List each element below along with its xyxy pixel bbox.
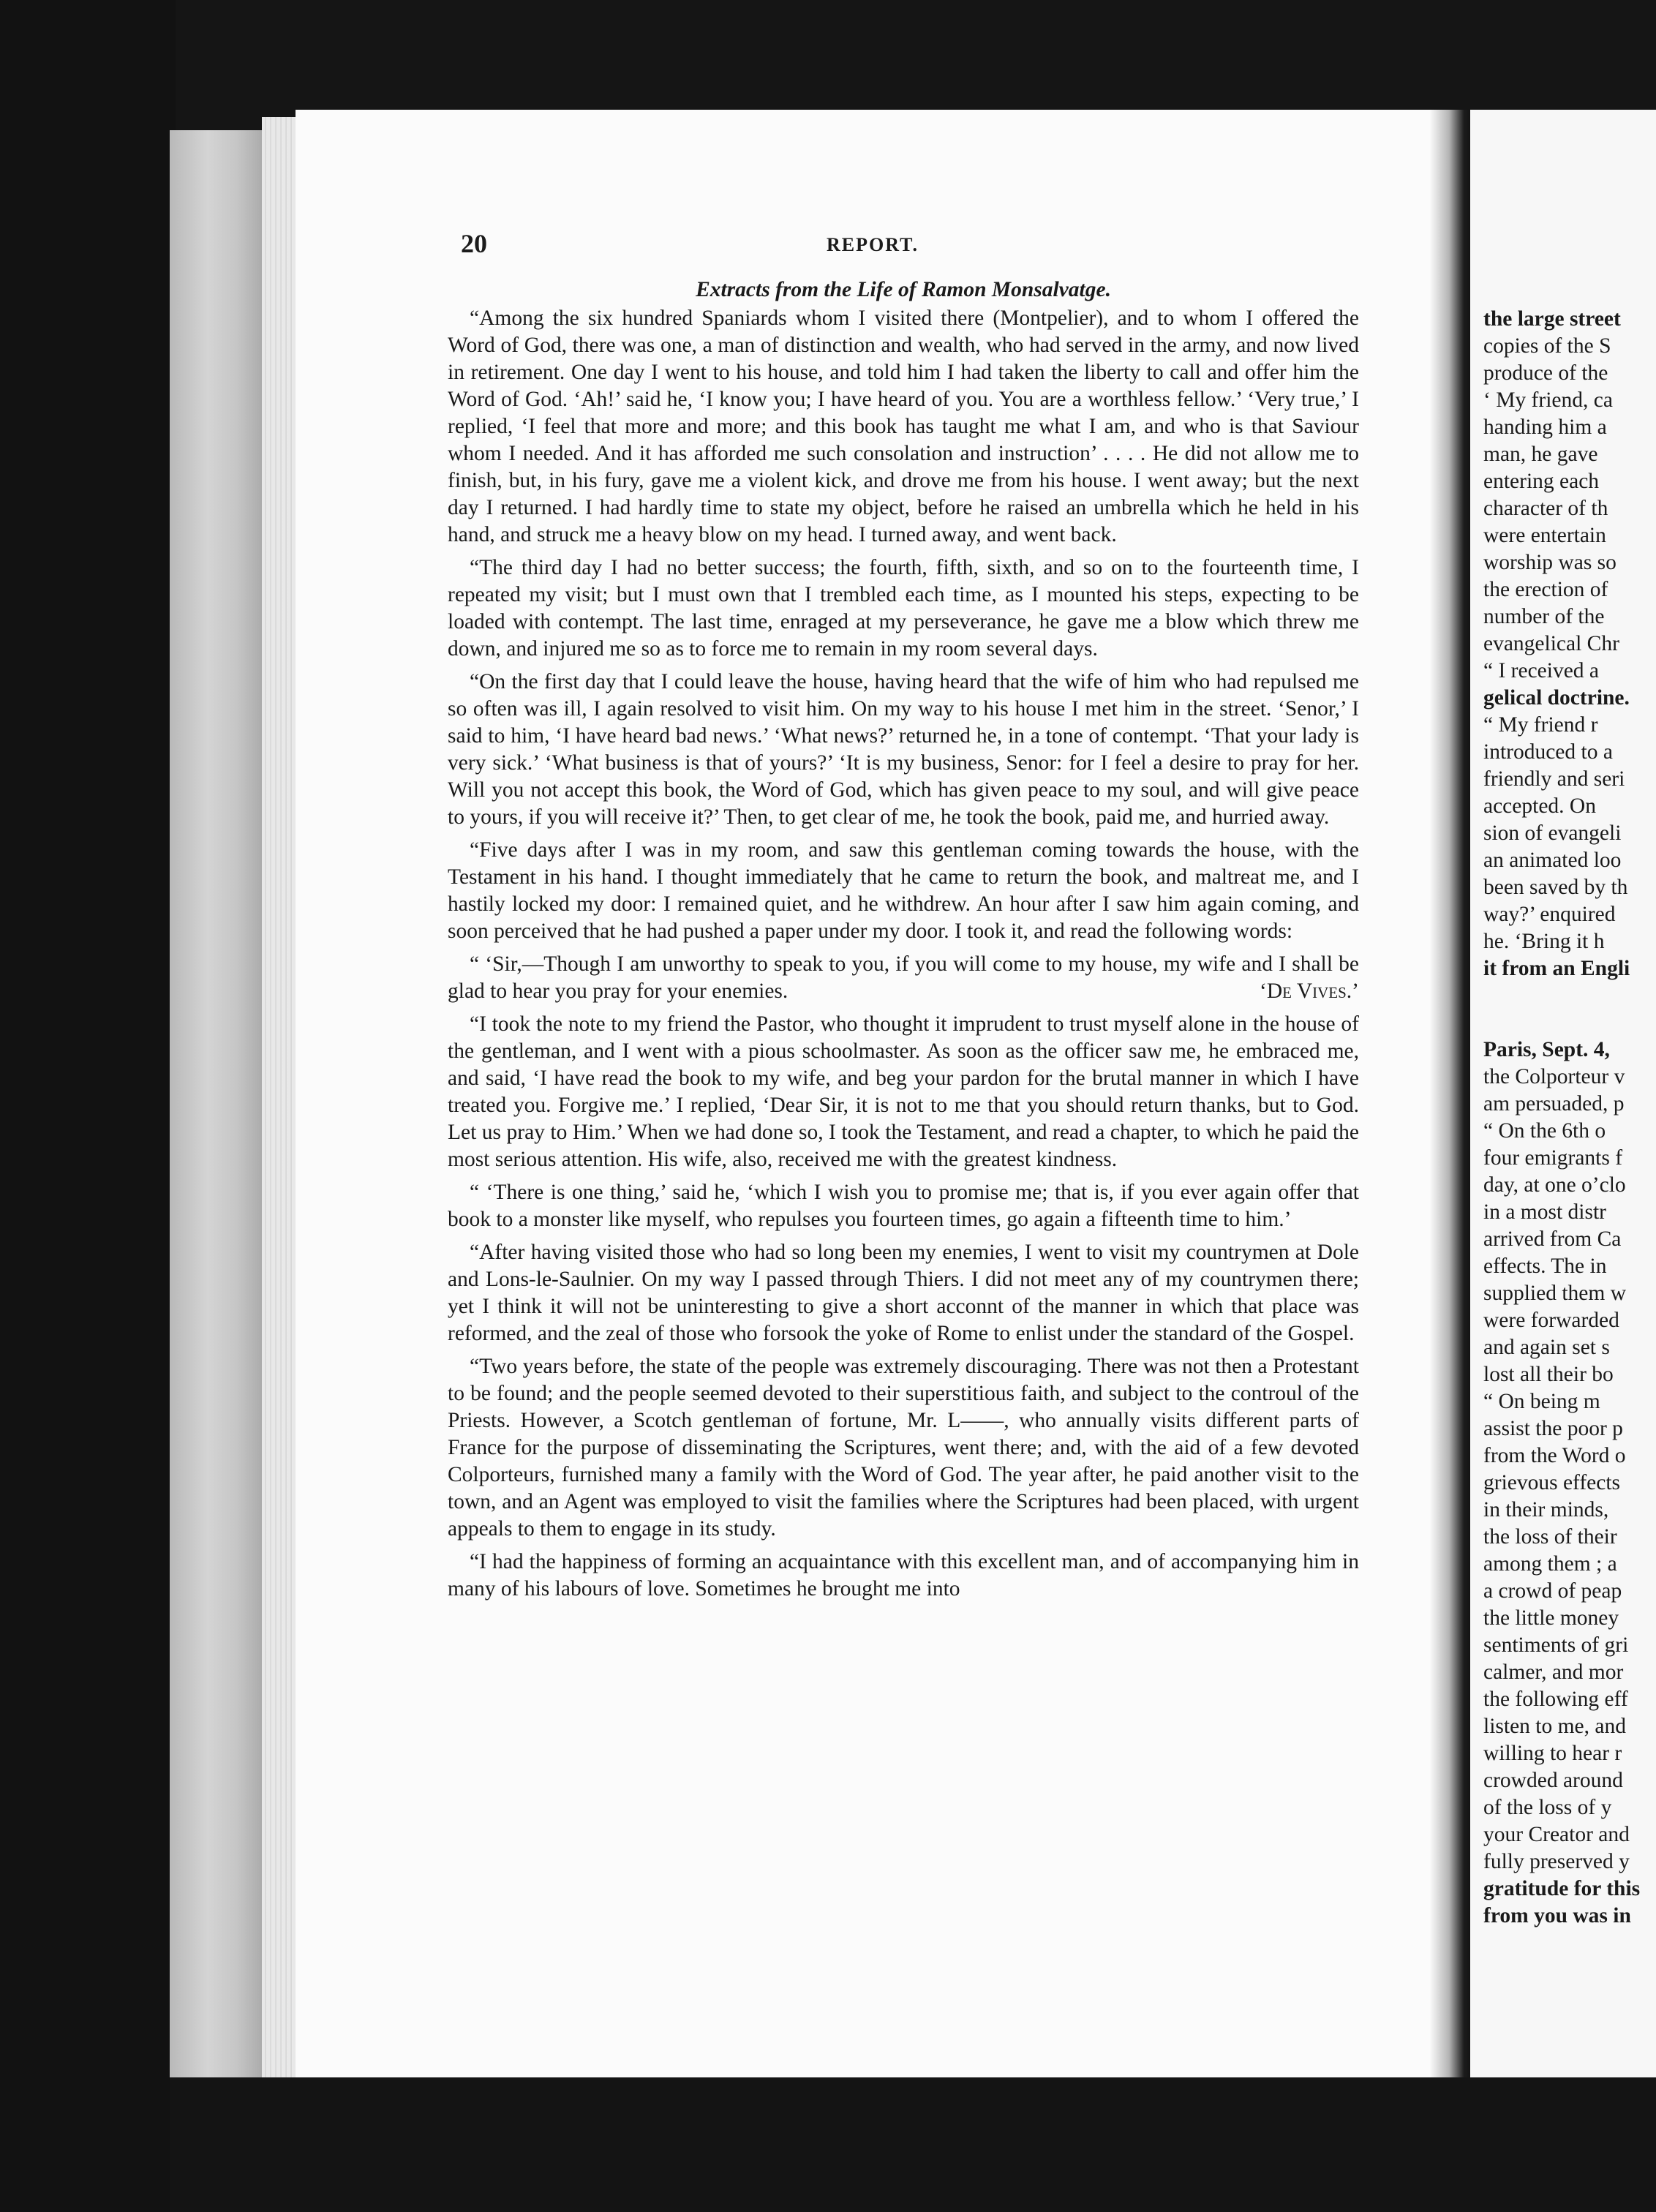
left-page-text: [448, 276, 1359, 1603]
paragraph: “I took the note to my friend the Pastor, who thought it imprudent to trust myself alone in the house of the gentleman, and I went with a pious schoolmaster. As soon as the officer saw me, he embraced me, and said, ‘I have read the book to my wife, and beg your pardon for the brutal manner in which I have treated you. Forgive me.’ I replied, ‘Dear Sir, it is not to me that you should return thanks, but to God. Let us pray to Him.’ When we had done so, I took the Testament, and read a chapter, to which he paid the most serious attention. His wife, also, received me with the greatest kindness.: [448, 1012, 1359, 1171]
right-page-line: man, he gave: [1483, 443, 1598, 466]
right-page-line: and again set s: [1483, 1336, 1610, 1359]
right-page-line: introduced to a: [1483, 740, 1613, 764]
right-page-line: sion of evangeli: [1483, 821, 1622, 845]
scan-background: [0, 0, 176, 2212]
page-edges: [262, 117, 298, 2077]
right-page-line: the erection of: [1483, 578, 1608, 601]
note-text: “ ‘Sir,—Though I am unworthy to speak to you, if you will come to my house, my wife and I shall be glad to hear you pray for your enemies.: [448, 952, 1359, 1003]
running-head: REPORT.: [827, 234, 919, 255]
right-page-line: day, at one o’clo: [1483, 1173, 1626, 1197]
right-page-line: “ My friend r: [1483, 713, 1598, 737]
right-page-text: [1483, 306, 1656, 1930]
paragraph: “ ‘There is one thing,’ said he, ‘which I wish you to promise me; that is, if you ever again offer that book to a monster like myself, who repulses you fourteen times, go again a fifteenth time to him.’: [448, 1181, 1359, 1231]
paragraph: “The third day I had no better success; the fourth, fifth, sixth, and so on to the fourteenth time, I repeated my visit; but I must own that I trembled each time, as I mounted his steps, expecting to be loaded with contempt. The last time, enraged at my perseverance, he gave me a blow which threw me down, and injured me so as to force me to remain in my room several days.: [448, 556, 1359, 661]
right-page-line: grievous effects: [1483, 1471, 1621, 1494]
paragraph: “Two years before, the state of the people was extremely discouraging. There was not then a Protestant to be found; and the people seemed devoted to their superstitious faith, and subject to the controul of the Priests. However, a Scotch gentleman of fortune, Mr. L——, who annually visits different parts of France for the purpose of disseminating the Scriptures, went there; and, with the aid of a few devoted Colporteurs, furnished many a family with the Word of God. The year after, he paid another visit to the town, and an Agent was employed to visit the families where the Scriptures had been placed, with urgent appeals to them to engage in its study.: [448, 1355, 1359, 1540]
note-signature: ‘De Vives.’: [1260, 979, 1359, 1003]
right-page-line: sentiments of gri: [1483, 1633, 1629, 1657]
right-page-line: arrived from Ca: [1483, 1227, 1622, 1251]
scan-bottom-margin: [170, 2077, 1656, 2212]
right-page-line: a crowd of peap: [1483, 1579, 1622, 1603]
right-page-line: calmer, and mor: [1483, 1660, 1624, 1684]
right-page-line: number of the: [1483, 605, 1605, 628]
paragraph: “Among the six hundred Spaniards whom I visited there (Montpelier), and to whom I offered the Word of God, there was one, a man of distinction and wealth, who had served in the army, and now lived in retirement. One day I went to his house, and told him I had taken the liberty to call and offer him the Word of God. ‘Ah!’ said he, ‘I know you; I have heard of you. You are a worthless fellow.’ ‘Very true,’ I replied, ‘I feel that more and more; and this book has taught me what I am, and who is that Saviour whom I needed. And it has afforded me such consolation and instruction’ . . . . He did not allow me to finish, but, in his fury, gave me a violent kick, and drove me from his house. I went away; but the next day I returned. I had hardly time to state my object, before he raised an umbrella which he held in his hand, and struck me a heavy blow on my head. I turned away, and went back.: [448, 306, 1359, 546]
right-page-line: am persuaded, p: [1483, 1092, 1625, 1116]
paragraph-group-before-note: [448, 305, 1359, 945]
right-page-line: crowded around: [1483, 1769, 1623, 1792]
right-page-line: produce of the: [1483, 361, 1608, 385]
right-page-line: “ On being m: [1483, 1390, 1600, 1413]
right-page-line: the Colporteur v: [1483, 1065, 1625, 1088]
right-page-line: evangelical Chr: [1483, 632, 1619, 655]
right-page-line: [1483, 982, 1656, 1009]
right-page-line: were entertain: [1483, 524, 1606, 547]
paragraph: “After having visited those who had so long been my enemies, I went to visit my countrymen at Dole and Lons-le-Saulnier. On my way I passed through Thiers. I did not meet any of my countrymen there; yet I think it will not be uninteresting to give a short acconnt of the manner in which that place was reformed, and the zeal of those who forsook the yoke of Rome to enlist under the standard of the Gospel.: [448, 1241, 1359, 1345]
right-page-line: he. ‘Bring it h: [1483, 930, 1605, 953]
paragraph: “Five days after I was in my room, and saw this gentleman coming towards the house, with the Testament in his hand. I thought immediately that he came to return the book, and maltreat me, and I hastily locked my door: I remained quiet, and he withdrew. An hour after I saw him again coming, and soon perceived that he had pushed a paper under my door. I took it, and read the following words:: [448, 838, 1359, 943]
right-page-line: lost all their bo: [1483, 1363, 1614, 1386]
right-page-line: character of th: [1483, 497, 1608, 520]
right-page-line: an animated loo: [1483, 849, 1622, 872]
book-gutter: [1430, 110, 1472, 2085]
paragraph: “I had the happiness of forming an acquaintance with this excellent man, and of accompanying him in many of his labours of love. Sometimes he brought me into: [448, 1550, 1359, 1600]
right-page-line: friendly and seri: [1483, 767, 1625, 791]
book-cover-edge: [170, 130, 265, 2085]
right-page-line: in a most distr: [1483, 1200, 1606, 1224]
right-page-line: listen to me, and: [1483, 1715, 1626, 1738]
right-page-line: gelical doctrine.: [1483, 686, 1630, 710]
right-page-line: among them ; a: [1483, 1552, 1617, 1576]
right-page-line: assist the poor p: [1483, 1417, 1623, 1440]
right-page-line: from the Word o: [1483, 1444, 1626, 1467]
right-page-line: effects. The in: [1483, 1254, 1607, 1278]
right-page-line: in their minds,: [1483, 1498, 1609, 1521]
quoted-note: [448, 951, 1359, 1005]
right-page-line: been saved by th: [1483, 876, 1628, 899]
right-page-line: entering each: [1483, 470, 1600, 493]
right-page-line: supplied them w: [1483, 1282, 1627, 1305]
paragraph-group-after-note: [448, 1011, 1359, 1603]
right-page-line: the following eff: [1483, 1688, 1628, 1711]
right-page-line: from you was in: [1483, 1904, 1631, 1927]
right-page-line: “ On the 6th o: [1483, 1119, 1606, 1143]
page-number: 20: [461, 229, 487, 258]
right-page-line: four emigrants f: [1483, 1146, 1623, 1170]
right-page-line: ‘ My friend, ca: [1483, 388, 1613, 412]
right-page-line: handing him a: [1483, 415, 1607, 439]
right-page-line: accepted. On: [1483, 794, 1596, 818]
section-title: Extracts from the Life of Ramon Monsalvatge.: [696, 278, 1111, 301]
right-page-line: the loss of their: [1483, 1525, 1617, 1549]
right-page-line: worship was so: [1483, 551, 1617, 574]
right-page-line: willing to hear r: [1483, 1742, 1622, 1765]
right-page-line: the large street: [1483, 307, 1621, 331]
right-page-line: it from an Engli: [1483, 957, 1630, 980]
right-page-line: of the loss of y: [1483, 1796, 1612, 1819]
right-page-line: gratitude for this: [1483, 1877, 1641, 1900]
right-page-line: were forwarded: [1483, 1309, 1619, 1332]
right-page-line: fully preserved y: [1483, 1850, 1630, 1873]
right-page-line: way?’ enquired: [1483, 903, 1616, 926]
right-page-line: Paris, Sept. 4,: [1483, 1038, 1610, 1061]
right-page-line: “ I received a: [1483, 659, 1600, 682]
paragraph: “On the first day that I could leave the house, having heard that the wife of him who had repulsed me so often was ill, I again resolved to visit him. On my way to his house I met him in the street. ‘Senor,’ I said to him, ‘I have heard bad news.’ ‘What news?’ returned he, in a tone of contempt. ‘That your lady is very sick.’ ‘What business is that of yours?’ ‘It is my business, Senor: for I feel a desire to pray for her. Will you not accept this book, the Word of God, which has given peace to my soul, and will give peace to yours, if you will receive it?’ Then, to get clear of me, he took the book, paid me, and hurried away.: [448, 670, 1359, 829]
right-page-line: [1483, 1009, 1656, 1037]
right-page-line: the little money: [1483, 1606, 1619, 1630]
right-page-line: copies of the S: [1483, 334, 1611, 358]
right-page-line: your Creator and: [1483, 1823, 1630, 1846]
